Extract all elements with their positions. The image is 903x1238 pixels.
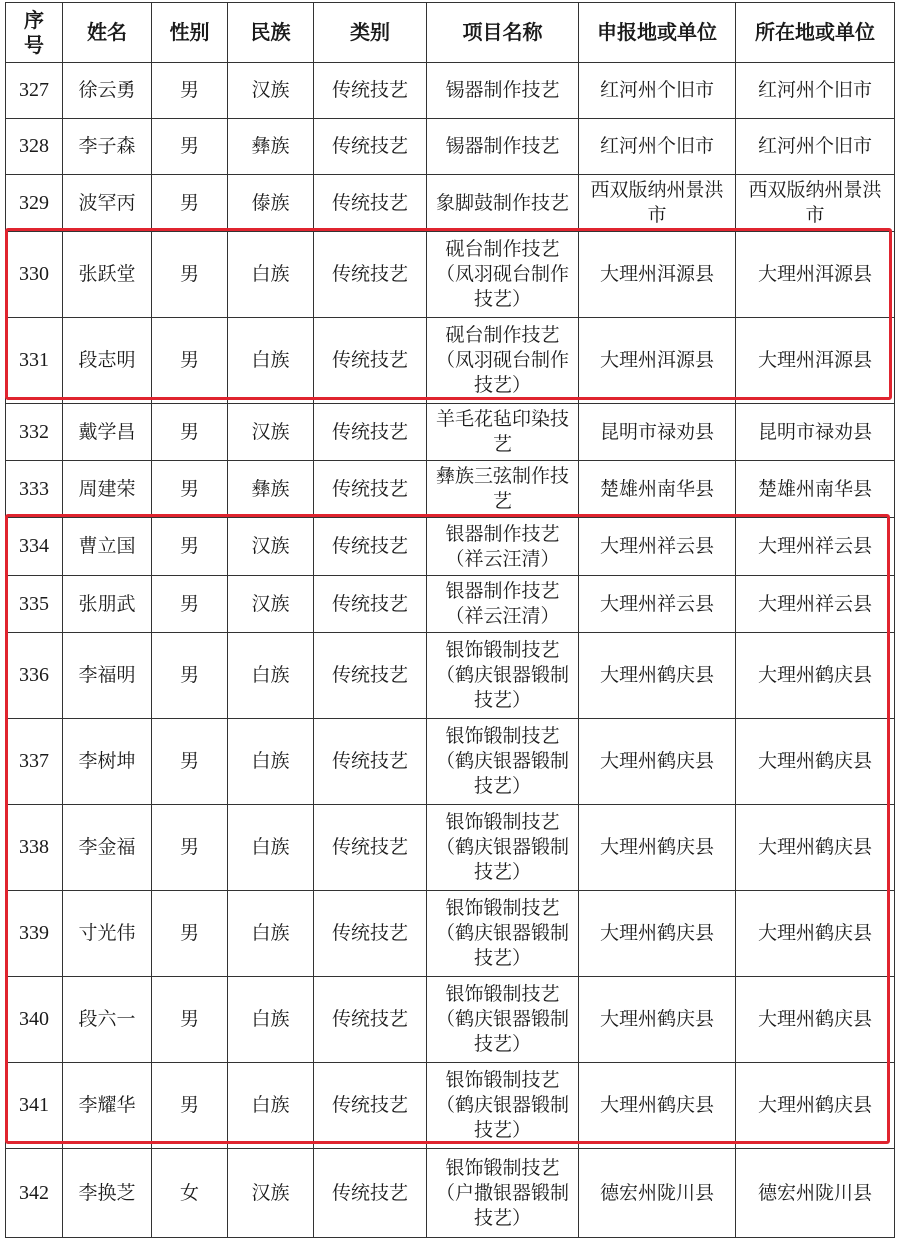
cell-location [736,175,895,232]
cell-name-text: 李耀华 [78,1094,136,1116]
cell-location [736,232,895,318]
cell-ethnicity-text: 汉族 [251,1181,290,1204]
cell-gender [152,1149,228,1238]
cell-project-text: 砚台制作技艺（凤羽砚台制作技艺） [435,238,569,310]
table-row [6,63,895,119]
cell-name-text: 段六一 [78,1008,136,1030]
cell-category [314,404,427,461]
header-gender: 性别 [152,3,228,63]
cell-location [736,119,895,175]
cell-gender-text: 男 [179,79,199,101]
cell-ethnicity-text: 汉族 [251,592,290,615]
cell-location-text: 红河州个旧市 [757,135,872,157]
cell-gender-text: 男 [179,263,199,285]
cell-gender-text: 男 [179,135,199,157]
cell-no-text: 329 [19,191,49,214]
cell-category-text: 传统技艺 [331,664,408,686]
cell-gender [152,1063,228,1149]
cell-location-text: 大理州鹤庆县 [757,664,872,686]
cell-name [63,518,152,576]
cell-ethnicity-text: 傣族 [251,191,290,214]
table-row [6,805,895,891]
cell-ethnicity-text: 白族 [251,750,290,772]
cell-applicant-text: 大理州鹤庆县 [599,1094,714,1116]
cell-no-text: 331 [19,349,49,371]
cell-gender [152,404,228,461]
cell-category [314,232,427,318]
cell-name [63,719,152,805]
cell-name-text: 寸光伟 [78,922,136,944]
cell-gender-text: 男 [179,1094,199,1116]
cell-category [314,576,427,633]
cell-no [6,719,63,805]
table-header-row [6,3,895,63]
cell-applicant-text: 大理州洱源县 [599,263,714,285]
header-name: 姓名 [63,3,152,63]
cell-location [736,977,895,1063]
cell-ethnicity [228,977,314,1063]
cell-no [6,633,63,719]
cell-name-text: 李金福 [78,836,136,858]
cell-gender-text: 男 [179,477,199,500]
cell-gender [152,119,228,175]
cell-project-text: 银器制作技艺（祥云汪清） [445,580,560,627]
cell-gender [152,461,228,518]
cell-name-text: 徐云勇 [78,79,136,101]
cell-no [6,63,63,119]
cell-location-text: 大理州洱源县 [757,349,872,371]
cell-ethnicity [228,404,314,461]
cell-category-text: 传统技艺 [331,477,408,500]
header-category: 类别 [314,3,427,63]
cell-category [314,633,427,719]
cell-location [736,633,895,719]
cell-no-text: 342 [19,1181,49,1204]
cell-no [6,318,63,404]
cell-no-text: 335 [19,592,49,615]
cell-project-text: 象脚鼓制作技艺 [435,191,569,214]
cell-gender-text: 男 [179,535,199,557]
cell-ethnicity [228,119,314,175]
cell-project [427,719,579,805]
cell-no [6,805,63,891]
cell-ethnicity-text: 汉族 [251,79,290,101]
cell-project-text: 银饰锻制技艺（鹤庆银器锻制技艺） [435,639,569,711]
cell-location [736,404,895,461]
cell-applicant [579,1149,736,1238]
cell-project-text: 砚台制作技艺（凤羽砚台制作技艺） [435,324,569,396]
cell-category [314,461,427,518]
cell-location-text: 大理州祥云县 [757,592,872,615]
cell-location-text: 大理州鹤庆县 [757,750,872,772]
cell-applicant [579,977,736,1063]
cell-name-text: 张跃堂 [78,263,136,285]
cell-name [63,63,152,119]
cell-applicant-text: 楚雄州南华县 [599,477,714,500]
cell-no [6,232,63,318]
cell-applicant [579,576,736,633]
table-row [6,461,895,518]
header-project: 项目名称 [427,3,579,63]
cell-no-text: 338 [19,836,49,858]
inheritor-table [5,2,895,1238]
cell-ethnicity [228,576,314,633]
cell-ethnicity-text: 汉族 [251,535,290,557]
cell-category-text: 传统技艺 [331,191,408,214]
cell-category-text: 传统技艺 [331,535,408,557]
cell-project-text: 羊毛花毡印染技艺 [435,408,569,455]
cell-gender-text: 男 [179,1008,199,1030]
cell-name-text: 李换芝 [78,1181,136,1204]
cell-gender-text: 男 [179,592,199,615]
cell-no-text: 336 [19,664,49,686]
cell-category [314,891,427,977]
cell-project [427,977,579,1063]
header-ethnicity: 民族 [228,3,314,63]
cell-ethnicity [228,1063,314,1149]
cell-gender-text: 女 [179,1181,199,1204]
cell-applicant [579,518,736,576]
cell-applicant-text: 西双版纳州景洪市 [590,179,724,226]
cell-location [736,518,895,576]
cell-category [314,175,427,232]
cell-name-text: 段志明 [78,349,136,371]
cell-applicant-text: 大理州鹤庆县 [599,836,714,858]
cell-gender-text: 男 [179,420,199,443]
cell-applicant-text: 德宏州陇川县 [599,1181,714,1204]
cell-category-text: 传统技艺 [331,420,408,443]
cell-location [736,719,895,805]
cell-name [63,633,152,719]
cell-location-text: 大理州鹤庆县 [757,922,872,944]
cell-name [63,404,152,461]
table-row [6,518,895,576]
cell-no-text: 327 [19,79,49,101]
cell-ethnicity-text: 白族 [251,922,290,944]
cell-location-text: 西双版纳州景洪市 [748,179,882,226]
cell-ethnicity-text: 白族 [251,664,290,686]
cell-project-text: 银饰锻制技艺（鹤庆银器锻制技艺） [435,897,569,969]
cell-ethnicity [228,1149,314,1238]
cell-project [427,318,579,404]
cell-no [6,119,63,175]
cell-no [6,1149,63,1238]
cell-gender [152,977,228,1063]
cell-location [736,576,895,633]
cell-ethnicity [228,805,314,891]
cell-no [6,461,63,518]
cell-project [427,1063,579,1149]
cell-no [6,1063,63,1149]
cell-location-text: 红河州个旧市 [757,79,872,101]
cell-location-text: 大理州鹤庆县 [757,1008,872,1030]
cell-applicant-text: 昆明市禄劝县 [599,420,714,443]
cell-location [736,805,895,891]
cell-ethnicity [228,633,314,719]
cell-ethnicity [228,232,314,318]
cell-project-text: 彝族三弦制作技艺 [435,465,569,512]
table-row [6,633,895,719]
cell-applicant [579,175,736,232]
cell-project [427,633,579,719]
cell-applicant-text: 红河州个旧市 [599,135,714,157]
cell-category [314,719,427,805]
cell-no-text: 333 [19,477,49,500]
cell-category-text: 传统技艺 [331,592,408,615]
cell-gender [152,891,228,977]
cell-no [6,404,63,461]
cell-project [427,805,579,891]
table-row [6,576,895,633]
cell-name-text: 波罕丙 [78,191,136,214]
cell-gender [152,175,228,232]
cell-ethnicity [228,891,314,977]
cell-location [736,318,895,404]
cell-name-text: 李福明 [78,664,136,686]
cell-ethnicity [228,461,314,518]
cell-gender-text: 男 [179,191,199,214]
cell-gender [152,805,228,891]
cell-location-text: 大理州祥云县 [757,535,872,557]
cell-applicant [579,633,736,719]
cell-no [6,518,63,576]
cell-category-text: 传统技艺 [331,1008,408,1030]
cell-gender-text: 男 [179,664,199,686]
cell-name [63,1149,152,1238]
cell-no-text: 340 [19,1008,49,1030]
table-row [6,977,895,1063]
cell-applicant-text: 大理州鹤庆县 [599,664,714,686]
cell-gender-text: 男 [179,836,199,858]
cell-project [427,1149,579,1238]
cell-category [314,119,427,175]
cell-applicant [579,232,736,318]
cell-name-text: 曹立国 [78,535,136,557]
cell-location-text: 大理州鹤庆县 [757,1094,872,1116]
cell-location [736,1149,895,1238]
cell-project-text: 银器制作技艺（祥云汪清） [445,522,560,570]
table-row [6,1063,895,1149]
cell-name [63,461,152,518]
cell-applicant [579,63,736,119]
cell-location-text: 楚雄州南华县 [757,477,872,500]
cell-no [6,977,63,1063]
table-row [6,1149,895,1238]
cell-applicant-text: 大理州祥云县 [599,535,714,557]
cell-ethnicity-text: 白族 [251,1094,290,1116]
cell-location-text: 昆明市禄劝县 [757,420,872,443]
cell-name [63,175,152,232]
table-body [6,63,895,1238]
table-row [6,232,895,318]
cell-location [736,63,895,119]
cell-name-text: 张朋武 [78,592,136,615]
cell-project [427,891,579,977]
cell-gender-text: 男 [179,750,199,772]
cell-gender [152,63,228,119]
cell-category-text: 传统技艺 [331,263,408,285]
cell-name [63,1063,152,1149]
cell-category-text: 传统技艺 [331,1094,408,1116]
cell-gender-text: 男 [179,349,199,371]
cell-gender [152,576,228,633]
cell-ethnicity [228,175,314,232]
cell-gender-text: 男 [179,922,199,944]
cell-applicant [579,119,736,175]
cell-no-text: 330 [19,263,49,285]
cell-gender [152,232,228,318]
cell-name-text: 周建荣 [78,477,136,500]
cell-no-text: 341 [19,1094,49,1116]
cell-name [63,318,152,404]
cell-applicant-text: 大理州鹤庆县 [599,1008,714,1030]
table-row [6,719,895,805]
table-row [6,175,895,232]
cell-project [427,461,579,518]
cell-ethnicity-text: 白族 [251,349,290,371]
cell-no-text: 328 [19,135,49,157]
cell-no [6,891,63,977]
cell-location-text: 德宏州陇川县 [757,1181,872,1204]
cell-ethnicity-text: 白族 [251,836,290,858]
cell-category [314,1063,427,1149]
cell-location [736,891,895,977]
header-location: 所在地或单位 [736,3,895,63]
cell-no-text: 332 [19,420,49,443]
cell-name [63,576,152,633]
cell-ethnicity [228,318,314,404]
cell-ethnicity-text: 白族 [251,263,290,285]
cell-ethnicity-text: 白族 [251,1008,290,1030]
cell-category [314,318,427,404]
cell-name [63,977,152,1063]
cell-project [427,119,579,175]
cell-project [427,175,579,232]
cell-category-text: 传统技艺 [331,836,408,858]
cell-applicant [579,461,736,518]
cell-project [427,232,579,318]
cell-location [736,1063,895,1149]
cell-no [6,576,63,633]
cell-ethnicity [228,63,314,119]
table-row [6,119,895,175]
cell-project-text: 银饰锻制技艺（户撒银器锻制技艺） [435,1156,569,1229]
cell-applicant [579,1063,736,1149]
cell-category-text: 传统技艺 [331,79,408,101]
header-no: 序号 [6,3,63,63]
cell-project-text: 银饰锻制技艺（鹤庆银器锻制技艺） [435,1069,569,1141]
cell-project-text: 银饰锻制技艺（鹤庆银器锻制技艺） [435,811,569,883]
cell-no-text: 337 [19,750,49,772]
cell-project [427,404,579,461]
cell-ethnicity-text: 彝族 [251,477,290,500]
cell-project [427,518,579,576]
cell-applicant-text: 红河州个旧市 [599,79,714,101]
header-applicant: 申报地或单位 [579,3,736,63]
cell-no-text: 334 [19,535,49,557]
cell-ethnicity-text: 汉族 [251,420,290,443]
table-row [6,891,895,977]
cell-name [63,119,152,175]
cell-project [427,576,579,633]
cell-category [314,518,427,576]
cell-applicant [579,719,736,805]
cell-ethnicity [228,518,314,576]
cell-applicant-text: 大理州鹤庆县 [599,750,714,772]
cell-category-text: 传统技艺 [331,1181,408,1204]
table-row [6,404,895,461]
table-row [6,318,895,404]
cell-applicant-text: 大理州祥云县 [599,592,714,615]
cell-category-text: 传统技艺 [331,750,408,772]
cell-name [63,232,152,318]
cell-category-text: 传统技艺 [331,135,408,157]
cell-applicant [579,891,736,977]
cell-category [314,1149,427,1238]
cell-name-text: 李树坤 [78,750,136,772]
cell-no-text: 339 [19,922,49,944]
cell-project-text: 银饰锻制技艺（鹤庆银器锻制技艺） [435,725,569,797]
cell-category-text: 传统技艺 [331,922,408,944]
cell-gender [152,318,228,404]
cell-applicant-text: 大理州洱源县 [599,349,714,371]
cell-gender [152,719,228,805]
cell-ethnicity [228,719,314,805]
cell-applicant [579,805,736,891]
cell-project [427,63,579,119]
cell-gender [152,518,228,576]
cell-category [314,805,427,891]
cell-project-text: 锡器制作技艺 [445,79,560,101]
cell-applicant [579,318,736,404]
inheritor-list-sheet [5,2,894,1238]
cell-project-text: 银饰锻制技艺（鹤庆银器锻制技艺） [435,983,569,1055]
cell-name [63,805,152,891]
cell-location-text: 大理州鹤庆县 [757,836,872,858]
cell-name-text: 戴学昌 [78,420,136,443]
cell-category [314,977,427,1063]
cell-name-text: 李子森 [78,135,136,157]
cell-location-text: 大理州洱源县 [757,263,872,285]
cell-category-text: 传统技艺 [331,349,408,371]
cell-applicant [579,404,736,461]
cell-no [6,175,63,232]
cell-ethnicity-text: 彝族 [251,135,290,157]
cell-applicant-text: 大理州鹤庆县 [599,922,714,944]
cell-category [314,63,427,119]
cell-gender [152,633,228,719]
cell-project-text: 锡器制作技艺 [445,135,560,157]
cell-name [63,891,152,977]
cell-location [736,461,895,518]
